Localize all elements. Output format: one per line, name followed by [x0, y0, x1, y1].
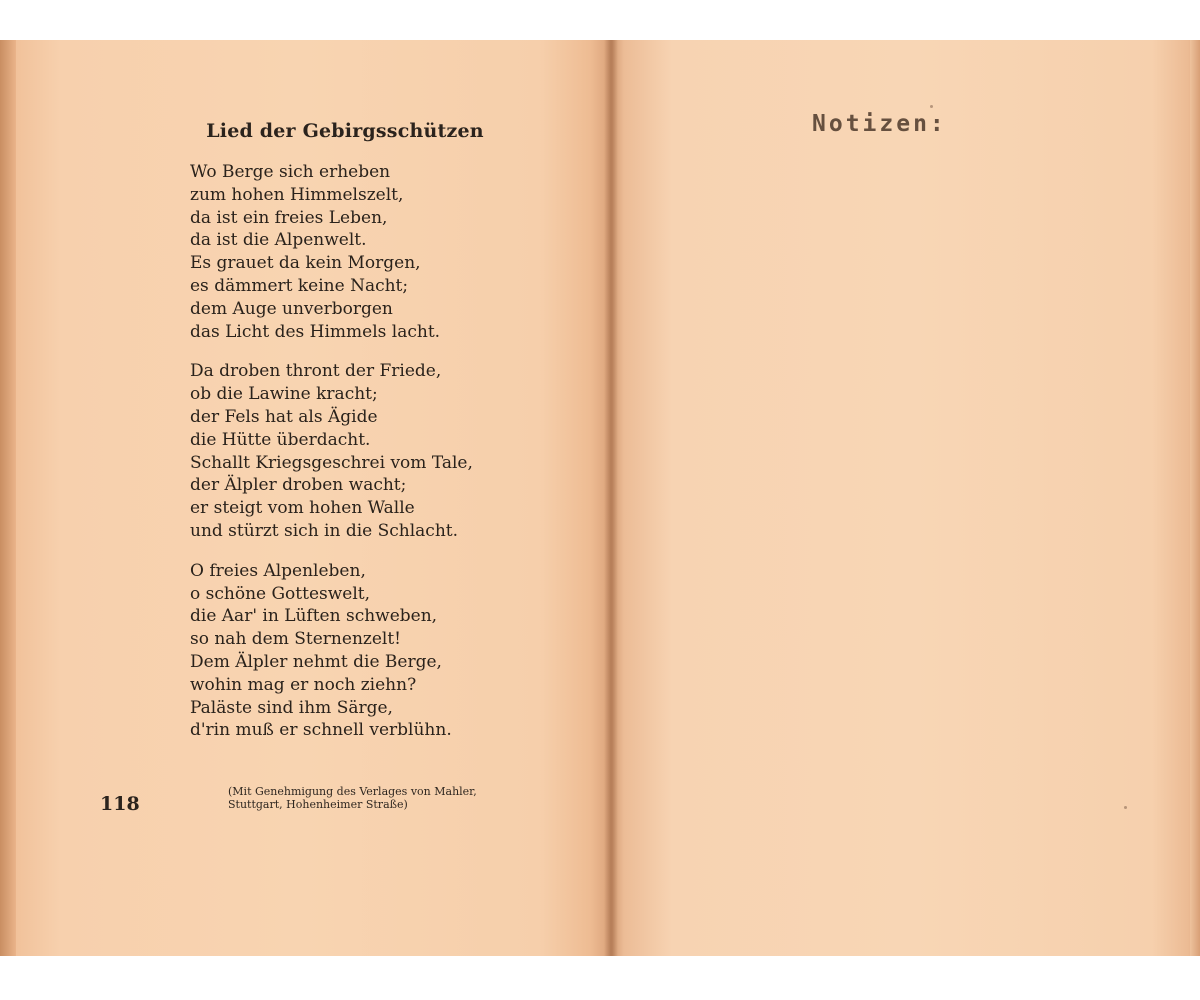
- publisher-attribution: [228, 785, 548, 811]
- page-number: 118: [100, 793, 140, 815]
- poem-line: dem Auge unverborgen: [190, 298, 393, 319]
- poem-line: da ist die Alpenwelt.: [190, 230, 367, 251]
- poem-line: die Aar' in Lüften schweben,: [190, 606, 438, 627]
- poem-line: wohin mag er noch ziehn?: [190, 674, 417, 695]
- poem-line: das Licht des Himmels lacht.: [190, 321, 441, 342]
- notes-heading: Notizen:: [812, 111, 947, 137]
- stanza-1: [190, 161, 570, 343]
- attribution-line: (Mit Genehmigung des Verlages von Mahler,: [228, 785, 477, 798]
- poem-line: der Fels hat als Ägide: [190, 406, 378, 427]
- stanza-3: [190, 560, 570, 742]
- poem-line: so nah dem Sternenzelt!: [190, 629, 402, 650]
- poem-line: er steigt vom hohen Walle: [190, 498, 415, 519]
- poem-title: Lied der Gebirgsschützen: [206, 120, 484, 142]
- poem-line: o schöne Gotteswelt,: [190, 583, 371, 604]
- poem-line: es dämmert keine Nacht;: [190, 275, 409, 296]
- paper-speck: [1124, 806, 1127, 809]
- poem-line: Paläste sind ihm Särge,: [190, 697, 393, 718]
- stanza-2: [190, 360, 570, 542]
- left-page: [0, 40, 612, 956]
- poem-line: da ist ein freies Leben,: [190, 207, 388, 228]
- poem-line: d'rin muß er schnell verblühn.: [190, 720, 452, 741]
- poem-body: [190, 161, 570, 759]
- poem-line: der Älpler droben wacht;: [190, 475, 407, 496]
- poem-line: zum hohen Himmelszelt,: [190, 184, 404, 205]
- right-page: [612, 40, 1200, 956]
- poem-line: O freies Alpenleben,: [190, 560, 366, 581]
- left-page-edge: [0, 40, 16, 956]
- open-book: [0, 40, 1200, 956]
- poem-line: Es grauet da kein Morgen,: [190, 253, 421, 274]
- poem-line: ob die Lawine kracht;: [190, 384, 378, 405]
- poem-line: Schallt Kriegsgeschrei vom Tale,: [190, 452, 473, 473]
- poem-line: Dem Älpler nehmt die Berge,: [190, 651, 442, 672]
- right-page-edge: [1190, 40, 1200, 956]
- poem-line: und stürzt sich in die Schlacht.: [190, 520, 459, 541]
- paper-speck: [930, 105, 933, 108]
- book-gutter: [604, 40, 618, 956]
- attribution-line: Stuttgart, Hohenheimer Straße): [228, 798, 408, 811]
- poem-line: Da droben thront der Friede,: [190, 361, 442, 382]
- poem-line: die Hütte überdacht.: [190, 429, 371, 450]
- poem-line: Wo Berge sich erheben: [190, 162, 391, 182]
